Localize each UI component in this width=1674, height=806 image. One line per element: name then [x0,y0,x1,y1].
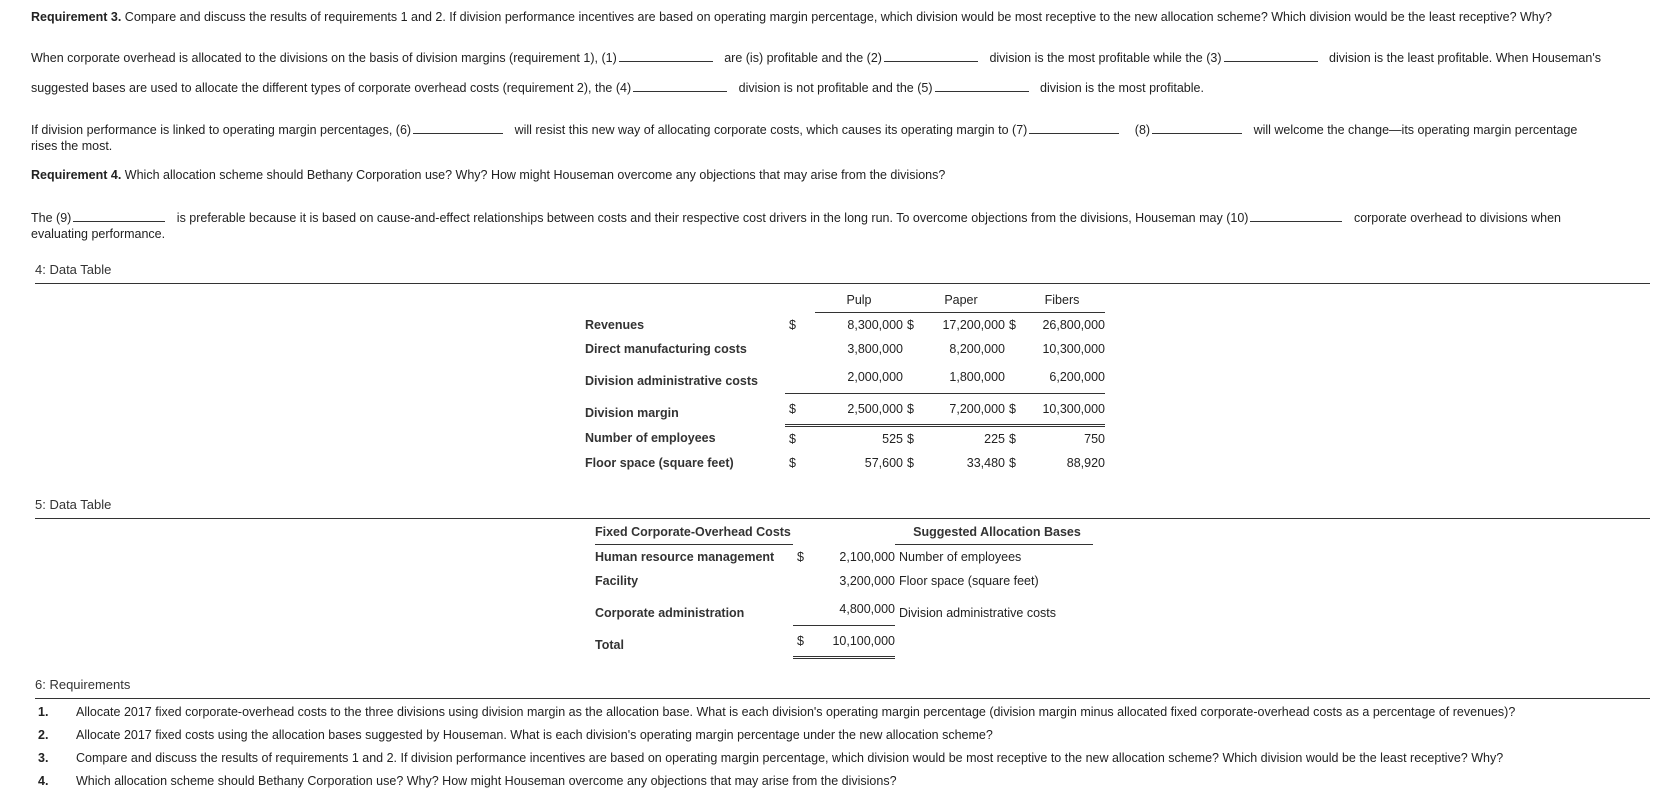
table-row: Direct manufacturing costs 3,800,000 8,200,000 10,300,000 [585,342,1105,356]
answer-blank-2[interactable] [884,60,978,62]
table-row: Facility 3,200,000 Floor space (square feet) [595,574,1039,588]
answer-blank-4[interactable] [633,90,727,92]
divider [35,518,1650,519]
table-row: Human resource management $ 2,100,000 Number of employees [595,549,1022,564]
table-row: Number of employees $ 525 $ 225 $ 750 [585,430,1105,446]
table-row-total: Total $ 10,100,000 [595,625,1093,657]
table-row: Division margin $ 2,500,000 $ 7,200,000 $ 10,300,000 [585,393,1105,425]
col-header-fixed-costs: Fixed Corporate-Overhead Costs [595,520,793,545]
requirement-3-title: Requirement 3. Compare and discuss the results of requirements 1 and 2. If division performance incentives are based on operating margin percentage, which division would be most receptive to the new allocation scheme? Which division would be the least receptive? Why? [31,10,1552,24]
answer-blank-6[interactable] [413,132,503,134]
req3-line-2: suggested bases are used to allocate the different types of corporate overhead costs (requirement 2), the (4) division is not profitable and the (5) division is the most profitable. [31,81,1204,95]
answer-blank-3[interactable] [1224,60,1318,62]
answer-blank-9[interactable] [73,220,165,222]
col-header-allocation-bases: Suggested Allocation Bases [895,520,1093,545]
answer-blank-8[interactable] [1152,132,1242,134]
answer-blank-1[interactable] [619,60,713,62]
requirement-item-2: 2. Allocate 2017 fixed costs using the allocation bases suggested by Houseman. What is each division's operating margin percentage under the new allocation scheme? [38,728,993,742]
req3-line-1: When corporate overhead is allocated to the divisions on the basis of division margins (requirement 1), (1) are (is) profitable and the (2) division is the most profitable while the (3) division is the least profitable. When Houseman's [31,51,1601,65]
data-table-4 [585,288,1105,475]
requirement-item-1: 1. Allocate 2017 fixed corporate-overhead costs to the three divisions using division margin as the allocation base. What is each division's operating margin percentage (division margin minus allocated fixed corporate-overhead costs as a percentage of revenues)? [38,705,1516,719]
table-row: Revenues $ 8,300,000 $ 17,200,000 $ 26,800,000 [585,317,1105,332]
table-row: Floor space (square feet) $ 57,600 $ 33,480 $ 88,920 [585,455,1105,470]
requirement-item-4: 4. Which allocation scheme should Bethany Corporation use? Why? How might Houseman overcome any objections that may arise from the divisions? [38,774,897,788]
divider [35,698,1650,699]
req3-line-3: If division performance is linked to operating margin percentages, (6) will resist this new way of allocating corporate costs, which causes its operating margin to (7) (8) will welcome the change—its operating margin percentage [31,123,1578,137]
answer-blank-7[interactable] [1029,132,1119,134]
data-table-5-header: 5: Data Table [35,497,112,512]
col-header-pulp: Pulp [815,288,903,313]
requirements-header: 6: Requirements [35,677,131,692]
divider [35,283,1650,284]
req4-line-1: The (9) is preferable because it is based on cause-and-effect relationships between costs and their respective cost drivers in the long run. To overcome objections from the divisions, Houseman may (10) corporate overhead to divisions when [31,211,1562,225]
data-table-5 [595,520,1093,659]
requirement-4-title: Requirement 4. Which allocation scheme should Bethany Corporation use? Why? How might Houseman overcome any objections that may arise from the divisions? [31,168,946,182]
requirement-item-3: 3. Compare and discuss the results of requirements 1 and 2. If division performance incentives are based on operating margin percentage, which division would be most receptive to the new allocation scheme? Which division would be the least receptive? Why? [38,751,1504,765]
table-row: Corporate administration 4,800,000 Division administrative costs [595,593,1093,625]
req4-line-2: evaluating performance. [31,227,166,241]
answer-blank-10[interactable] [1250,220,1342,222]
col-header-paper: Paper [917,288,1005,313]
answer-blank-5[interactable] [935,90,1029,92]
data-table-4-header: 4: Data Table [35,262,112,277]
req3-line-4: rises the most. [31,139,113,153]
col-header-fibers: Fibers [1019,288,1105,313]
table-row: Division administrative costs 2,000,000 1,800,000 6,200,000 [585,361,1105,393]
